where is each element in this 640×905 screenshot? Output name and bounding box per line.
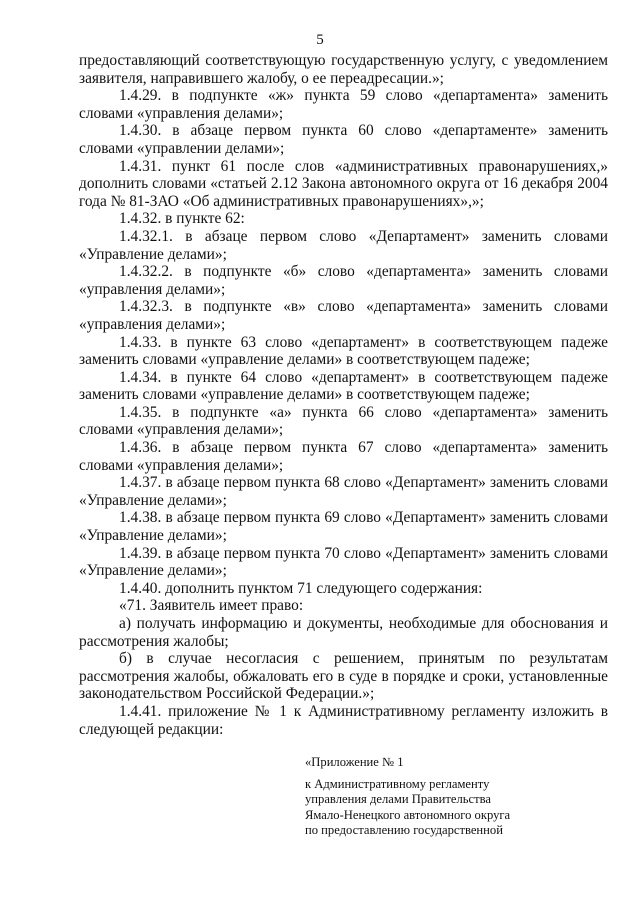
paragraph: предоставляющий соответствующую государственную услугу, с уведомлением заявителя, направившего жалобу, о ее переадресации.»; (79, 52, 608, 87)
paragraph: 1.4.33. в пункте 63 слово «департамент» в соответствующем падеже заменить словами «управление делами» в соответствующем падеже; (79, 333, 608, 369)
paragraph: 1.4.32.1. в абзаце первом слово «Департамент» заменить словами «Управление делами»; (79, 227, 608, 263)
appendix-header (305, 755, 605, 838)
paragraph: 1.4.32.2. в подпункте «б» слово «департамента» заменить словами «управления делами»; (79, 263, 608, 298)
document-body (79, 52, 608, 738)
appendix-line: управления делами Правительства (305, 792, 491, 807)
paragraph: 1.4.29. в подпункте «ж» пункта 59 слово «департамента» заменить словами «управления делами»; (79, 87, 608, 122)
paragraph: 1.4.38. в абзаце первом пункта 69 слово «Департамент» заменить словами «Управление делами»; (79, 509, 608, 545)
appendix-line: по предоставлению государственной (305, 822, 503, 837)
paragraph: 1.4.36. в абзаце первом пункта 67 слово «департамента» заменить словами «управления делами»; (79, 439, 608, 474)
page-number: 5 (316, 32, 324, 48)
paragraph: 1.4.35. в подпункте «а» пункта 66 слово «департамента» заменить словами «управления делами»; (79, 403, 608, 439)
paragraph: 1.4.31. пункт 61 после слов «административных правонарушениях,» дополнить словами «статьей 2.12 Закона автономного округа от 16 декабря 2004 года № 81-ЗАО «Об административных правонарушениях»,»; (79, 157, 608, 210)
paragraph: 1.4.34. в пункте 64 слово «департамент» в соответствующем падеже заменить словами «управление делами» в соответствующем падеже; (79, 368, 608, 404)
paragraph: «71. Заявитель имеет право: (119, 597, 304, 615)
paragraph: а) получать информацию и документы, необходимые для обоснования и рассмотрения жалобы; (79, 615, 608, 650)
paragraph: б) в случае несогласия с решением, принятым по результатам рассмотрения жалобы, обжаловать его в суде в порядке и сроки, установленные законодательством Российской Федерации.»; (79, 650, 608, 703)
paragraph: 1.4.37. в абзаце первом пункта 68 слово «Департамент» заменить словами «Управление делами»; (79, 474, 608, 509)
paragraph: 1.4.30. в абзаце первом пункта 60 слово «департаменте» заменить словами «управлении делами»; (79, 122, 608, 157)
paragraph: 1.4.32. в пункте 62: (119, 210, 245, 228)
appendix-line: к Административному регламенту (305, 777, 490, 792)
paragraph: 1.4.41. приложение № 1 к Административному регламенту изложить в следующей редакции: (79, 702, 608, 738)
paragraph: 1.4.40. дополнить пунктом 71 следующего содержания: (119, 579, 483, 597)
appendix-title: «Приложение № 1 (305, 755, 404, 769)
paragraph: 1.4.32.3. в подпункте «в» слово «департамента» заменить словами «управления делами»; (79, 298, 608, 333)
appendix-line: Ямало-Ненецкого автономного округа (305, 807, 511, 822)
paragraph: 1.4.39. в абзаце первом пункта 70 слово «Департамент» заменить словами «Управление делами»; (79, 544, 608, 580)
